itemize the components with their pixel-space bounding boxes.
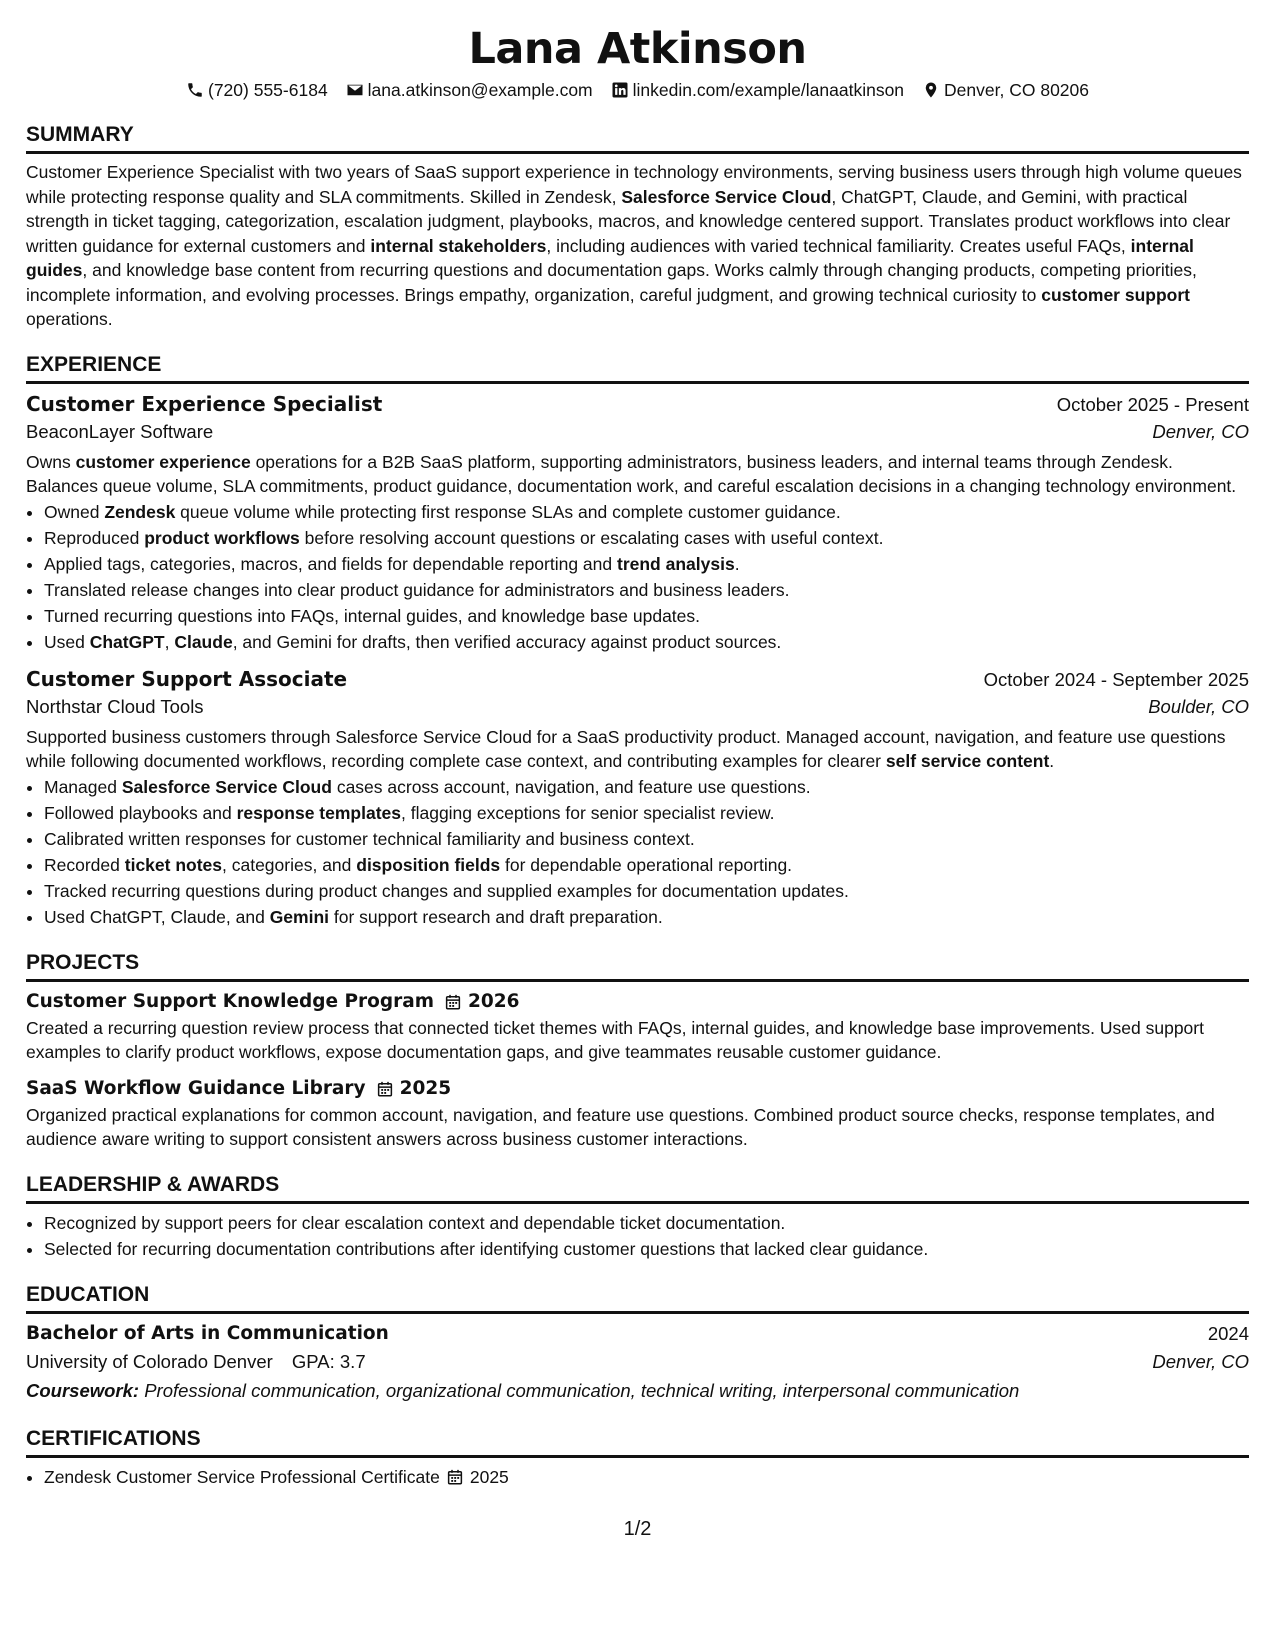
experience-section <box>26 352 1249 930</box>
list-item <box>44 525 1249 551</box>
bold-keyword: ticket notes <box>124 854 222 875</box>
section-title-projects: PROJECTS <box>26 950 1249 982</box>
project-name: Customer Support Knowledge Program <box>26 990 434 1012</box>
summary-section <box>26 122 1249 332</box>
list-item <box>44 852 1249 878</box>
text-run: , including audiences with varied technical familiarity. Creates useful FAQs, <box>546 235 1131 256</box>
job-intro <box>26 450 1249 499</box>
list-item <box>44 603 1249 629</box>
coursework-label: Coursework: <box>26 1379 140 1401</box>
edu-location: Denver, CO <box>1152 1350 1249 1372</box>
bold-keyword: self service content <box>885 751 1050 771</box>
text-run: Tracked recurring questions during product changes and supplied examples for documentation updates. <box>44 880 849 901</box>
leadership-list <box>26 1210 1249 1262</box>
linkedin-icon <box>611 81 629 99</box>
bold-keyword: internal guides <box>26 235 1194 280</box>
list-item <box>44 1464 1249 1490</box>
bold-keyword: customer support <box>1041 284 1190 305</box>
list-item <box>44 577 1249 603</box>
text-run: , <box>164 631 175 652</box>
calendar-icon <box>446 1468 464 1486</box>
section-title-education: EDUCATION <box>26 1282 1249 1314</box>
candidate-name: Lana Atkinson <box>468 24 807 74</box>
job-dates: October 2025 - Present <box>1056 393 1249 415</box>
contact-location: Denver, CO 80206 <box>922 78 1089 102</box>
job-title: Customer Support Associate <box>26 666 348 691</box>
project-year: 2025 <box>399 1077 452 1099</box>
text-run: Owned <box>44 501 105 522</box>
project-description: Organized practical explanations for common account, navigation, and feature use questions. Combined product source checks, response templates, and audience aware writing to support consistent answers across business customer interactions. <box>26 1104 1215 1149</box>
text-run: , categories, and <box>222 854 357 875</box>
list-item: • Recognized by support peers for clear escalation context and dependable ticket documentation. <box>44 1210 1249 1236</box>
cert-year: 2025 <box>469 1466 509 1487</box>
job-bullets <box>26 499 1249 655</box>
leadership-section <box>26 1172 1249 1262</box>
list-item <box>44 551 1249 577</box>
text-run: Applied tags, categories, macros, and fields for dependable reporting and <box>44 553 617 574</box>
text-run: , and Gemini for drafts, then verified accuracy against product sources. <box>232 631 782 652</box>
job-entry <box>26 665 1249 930</box>
contact-phone: (720) 555-6184 <box>186 78 328 102</box>
bold-keyword: Salesforce Service Cloud <box>621 186 832 207</box>
text-run: , ChatGPT, Claude, and Gemini, with practical strength in ticket tagging, categorization, escalation judgment, playbooks, macros, and knowledge centered support. Translates product workflows into clear written guidance for external customers and <box>26 186 1231 256</box>
edu-coursework <box>26 1376 1249 1406</box>
text-run: , flagging exceptions for senior specialist review. <box>401 802 775 823</box>
text-run: Turned recurring questions into FAQs, internal guides, and knowledge base updates. <box>44 605 701 626</box>
envelope-icon <box>346 81 364 99</box>
job-company: Northstar Cloud Tools <box>26 695 204 717</box>
list-item: • Selected for recurring documentation contributions after identifying customer questions that lacked clear guidance. <box>44 1236 1249 1262</box>
job-title: Customer Experience Specialist <box>26 391 383 416</box>
job-location: Boulder, CO <box>1148 695 1249 717</box>
coursework-text: Professional communication, organizational communication, technical writing, interpersonal communication <box>144 1379 1020 1401</box>
section-title-leadership: LEADERSHIP & AWARDS <box>26 1172 1249 1204</box>
bold-keyword: Claude <box>174 631 233 652</box>
text-run: for dependable operational reporting. <box>500 854 793 875</box>
text-run: queue volume while protecting first response SLAs and complete customer guidance. <box>175 501 841 522</box>
bold-keyword: internal stakeholders <box>370 235 547 256</box>
resume-page <box>26 0 1249 1490</box>
text-run: cases across account, navigation, and feature use questions. <box>331 776 811 797</box>
map-pin-icon <box>922 81 940 99</box>
text-run: Followed playbooks and <box>44 802 237 823</box>
list-item <box>44 826 1249 852</box>
edu-school: University of Colorado Denver <box>26 1350 273 1372</box>
bold-keyword: product workflows <box>144 527 300 548</box>
text-run: Translated release changes into clear product guidance for administrators and business leaders. <box>44 579 790 600</box>
calendar-icon <box>444 993 462 1011</box>
job-dates: October 2024 - September 2025 <box>983 668 1249 690</box>
list-item <box>44 904 1249 930</box>
text-run: for support research and draft preparation. <box>329 906 663 927</box>
list-item <box>44 499 1249 525</box>
bold-keyword: response templates <box>236 802 401 823</box>
section-title-experience: EXPERIENCE <box>26 352 1249 384</box>
text-run: Used ChatGPT, Claude, and <box>44 906 270 927</box>
contact-bar <box>26 78 1249 102</box>
section-title-certifications: CERTIFICATIONS <box>26 1426 1249 1458</box>
text-run: , and knowledge base content from recurring questions and documentation gaps. Works calmly through changing products, competing priorities, incomplete information, and evolving processes. Brings empathy, organization, careful judgment, and growing technical curiosity to <box>26 260 1197 305</box>
text-run: operations. <box>26 309 113 329</box>
edu-gpa: GPA: 3.7 <box>291 1350 366 1372</box>
bold-keyword: disposition fields <box>356 854 501 875</box>
list-item <box>44 774 1249 800</box>
job-entry <box>26 390 1249 655</box>
project-entry <box>26 988 1249 1065</box>
summary-text <box>26 160 1249 332</box>
bold-keyword: ChatGPT <box>89 631 165 652</box>
text-run: . <box>734 553 740 574</box>
project-name: SaaS Workflow Guidance Library <box>26 1077 366 1099</box>
projects-section <box>26 950 1249 1152</box>
text-run: Managed <box>44 776 122 797</box>
list-item <box>44 629 1249 655</box>
bold-keyword: Zendesk <box>104 501 176 522</box>
section-title-summary: SUMMARY <box>26 122 1249 154</box>
text-run: Supported business customers through Salesforce Service Cloud for a SaaS productivity product. Managed account, navigation, and feature use questions while following documented workflows, recording complete case context, and contributing examples for clearer <box>26 726 1226 771</box>
edu-degree: Bachelor of Arts in Communication <box>26 1322 389 1344</box>
text-run: Calibrated written responses for customer technical familiarity and business context. <box>44 828 695 849</box>
page-number: 1/2 <box>623 1518 652 1540</box>
phone-icon <box>186 81 204 99</box>
text-run: Recorded <box>44 854 125 875</box>
project-entry <box>26 1075 1249 1152</box>
bold-keyword: Salesforce Service Cloud <box>121 776 332 797</box>
job-bullets <box>26 774 1249 930</box>
contact-email[interactable]: lana.atkinson@example.com <box>346 78 593 102</box>
text-run: Customer Experience Specialist with two years of SaaS support experience in technology environments, serving business users through high volume queues while protecting response quality and SLA commitments. Skilled in Zendesk, <box>26 162 1242 207</box>
list-item <box>44 800 1249 826</box>
list-item <box>44 878 1249 904</box>
text-run: operations for a B2B SaaS platform, supporting administrators, business leaders, and internal teams through Zendesk. Balances queue volume, SLA commitments, product guidance, documentation work, and careful escalation decisions in a changing technology environment. <box>26 451 1237 496</box>
bold-keyword: customer experience <box>75 451 251 472</box>
project-description: Created a recurring question review process that connected ticket themes with FAQs, internal guides, and knowledge base improvements. Used support examples to clarify product workflows, expose documentation gaps, and give teammates reusable customer guidance. <box>26 1017 1204 1062</box>
job-intro <box>26 725 1249 774</box>
project-year: 2026 <box>468 990 520 1012</box>
education-section <box>26 1282 1249 1406</box>
certifications-list <box>26 1464 1249 1490</box>
text-run: Owns <box>26 451 76 472</box>
cert-name: • Zendesk Customer Service Professional Certificate <box>44 1466 440 1487</box>
edu-year: 2024 <box>1207 1322 1249 1344</box>
job-company: BeaconLayer Software <box>26 420 214 442</box>
text-run: before resolving account questions or escalating cases with useful context. <box>299 527 884 548</box>
text-run: Reproduced <box>44 527 145 548</box>
calendar-icon <box>376 1080 394 1098</box>
contact-linkedin[interactable]: linkedin.com/example/lanaatkinson <box>611 78 904 102</box>
bold-keyword: trend analysis <box>617 553 735 574</box>
text-run: Used <box>44 631 90 652</box>
bold-keyword: Gemini <box>269 906 330 927</box>
job-location: Denver, CO <box>1152 420 1249 442</box>
text-run: . <box>1049 751 1055 771</box>
certifications-section <box>26 1426 1249 1490</box>
